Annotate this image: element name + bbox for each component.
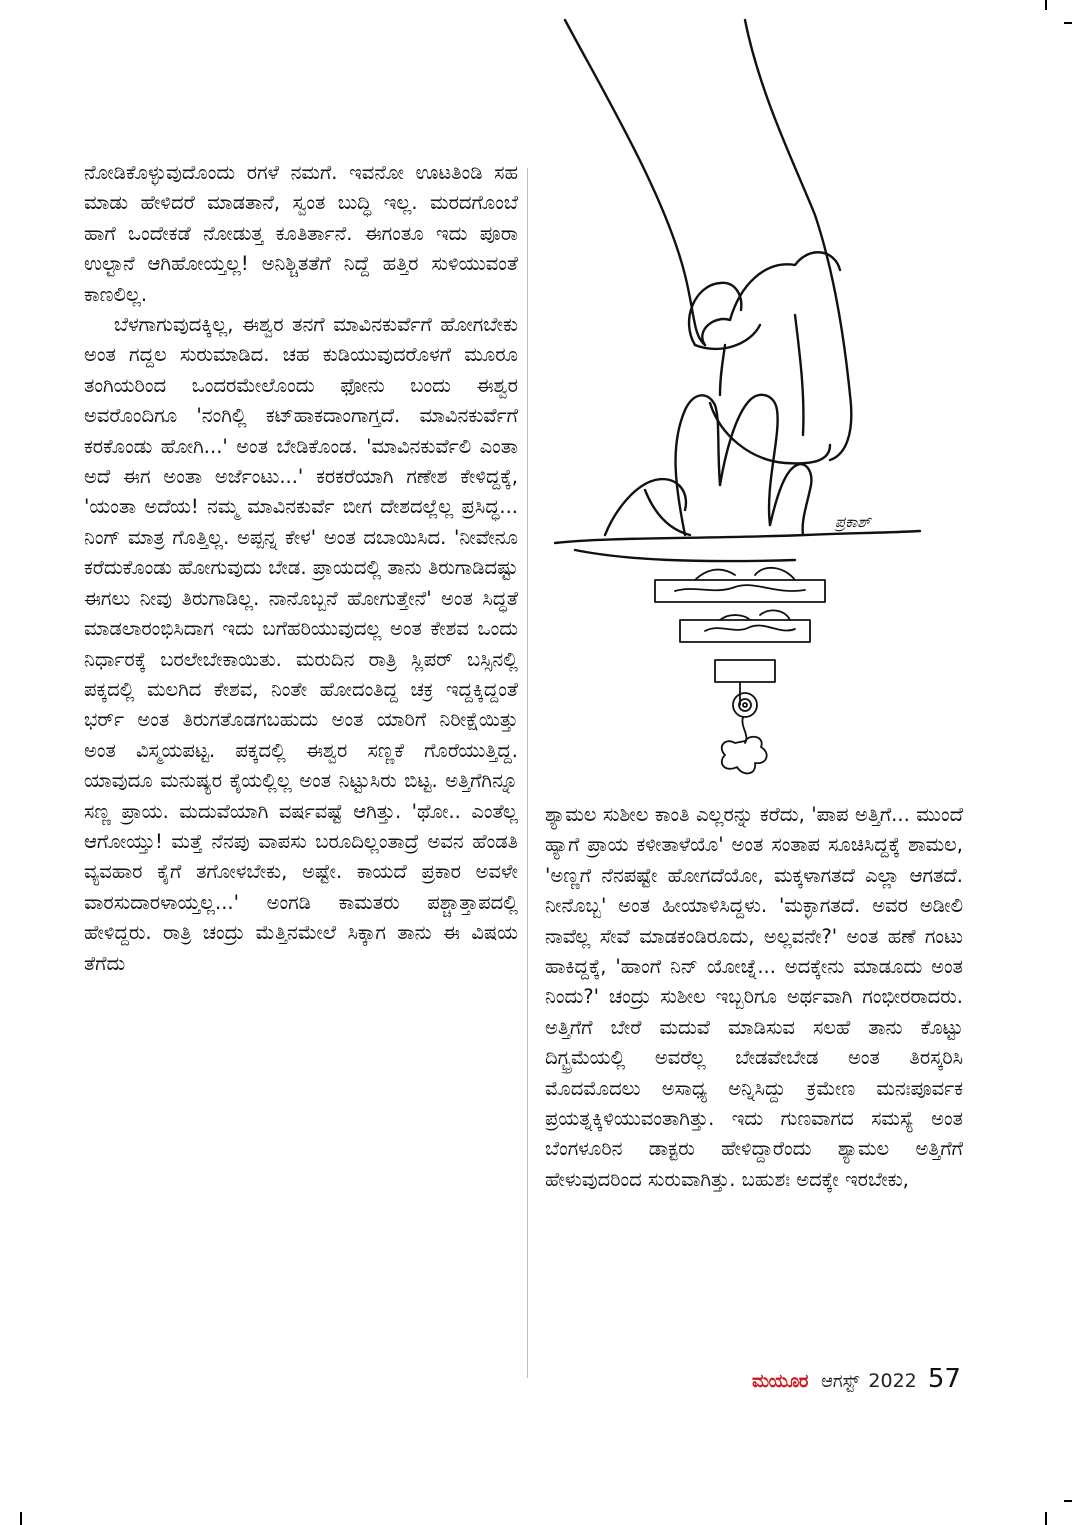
illustration-hands [545,15,965,785]
crop-mark [1045,1512,1047,1525]
page-footer [752,1364,972,1404]
crop-mark [20,1512,22,1525]
paragraph: ನೋಡಿಕೊಳ್ಳುವುದೊಂದು ರಗಳೆ ನಮಗೆ. ಇವನೋ ಊಟತಿಂಡಿ ಸಹ ಮಾಡು ಹೇಳಿದರೆ ಮಾಡತಾನೆ, ಸ್ವಂತ ಬುದ್ಧಿ ಇಲ್ಲ. ಮರದಗೊಂಬೆ ಹಾಗೆ ಒಂದೇಕಡೆ ನೋಡುತ್ತ ಕೂತಿರ್ತಾನೆ. ಈಗಂತೂ ಇದು ಪೂರಾ ಉಲ್ಟಾನೆ ಆಗಿಹೋಯ್ತಲ್ಲ! ಅನಿಶ್ಚಿತತೆಗೆ ನಿದ್ದೆ ಹತ್ತಿರ ಸುಳಿಯುವಂತೆ ಕಾಣಲಿಲ್ಲ. [84,161,518,306]
page-number: 57 [927,1364,961,1394]
lower-hand-drawing [605,395,811,535]
ground-line [555,531,920,543]
issue-month: ಆಗಸ್ಟ್ [821,1371,860,1392]
paragraph: ಶ್ಯಾಮಲ ಸುಶೀಲ ಕಾಂತಿ ಎಲ್ಲರನ್ನು ಕರೆದು, 'ಪಾಪ ಅತ್ತಿಗೆ... ಮುಂದೆ ಹ್ಯಾಗೆ ಪ್ರಾಯ ಕಳೀತಾಳೆಯೊ' ಅಂತ ಸಂತಾಪ ಸೂಚಿಸಿದ್ದಕ್ಕೆ ಶಾಮಲ, 'ಅಣ್ಣಗೆ ನೆನಪಷ್ಟೇ ಹೋಗದೆಯೋ, ಮಕ್ಕಳಾಗತದೆ ಎಲ್ಲಾ ಆಗತದೆ. ನೀನೊಬ್ಬ' ಅಂತ ಹೀಯಾಳಿಸಿದ್ದಳು. 'ಮಕ್ಳಾಗತದೆ. ಅವರ ಅಡೀಲಿ ನಾವೆಲ್ಲ ಸೇವೆ ಮಾಡಕಂಡಿರೂದು, ಅಲ್ಲವನೇ?' ಅಂತ ಹಣೆ ಗಂಟು ಹಾಕಿದ್ದಕ್ಕೆ, 'ಹಾಂಗೆ ನಿನ್ ಯೋಚ್ನೆ... ಅದಕ್ಕೇನು ಮಾಡೂದು ಅಂತ ನಿಂದು?' ಚಂದ್ರು ಸುಶೀಲ ಇಬ್ಬರಿಗೂ ಅರ್ಥವಾಗಿ ಗಂಭೀರರಾದರು. ಅತ್ತಿಗೆಗೆ ಬೇರೆ ಮದುವೆ ಮಾಡಿಸುವ ಸಲಹೆ ತಾನು ಕೊಟ್ಟು ದಿಗ್ಭ್ರಮೆಯಲ್ಲಿ ಅವರೆಲ್ಲ ಬೇಡವೇಬೇಡ ಅಂತ ತಿರಸ್ಕರಿಸಿ ಮೊದಮೊದಲು ಅಸಾಧ್ಯ ಅನ್ನಿಸಿದ್ದು ಕ್ರಮೇಣ ಮನಃಪೂರ್ವಕ ಪ್ರಯತ್ನಕ್ಕಿಳಿಯುವಂತಾಗಿತ್ತು. ಇದು ಗುಣವಾಗದ ಸಮಸ್ಯೆ ಅಂತ ಬೆಂಗಳೂರಿನ ಡಾಕ್ಟರು ಹೇಳಿದ್ದಾರೆಂದು ಶ್ಯಾಮಲ ಅತ್ತಿಗೆಗೆ ಹೇಳುವುದರಿಂದ ಸುರುವಾಗಿತ್ತು. ಬಹುಶಃ ಅದಕ್ಕೇ ಇರಬೇಕು, [545,803,963,1191]
right-text-column [545,800,963,1195]
issue-year: 2022 [868,1370,917,1392]
crop-mark [1064,1500,1072,1502]
magazine-name: ಮಯೂರ [752,1371,808,1392]
crop-mark [1045,0,1047,10]
artist-signature: ಪ್ರಕಾಶ್ [835,513,871,531]
crop-mark [1064,22,1072,24]
paragraph: ಬೆಳಗಾಗುವುದಕ್ಕಿಲ್ಲ, ಈಶ್ವರ ತನಗೆ ಮಾವಿನಕುರ್ವೆಗೆ ಹೋಗಬೇಕು ಅಂತ ಗದ್ದಲ ಸುರುಮಾಡಿದ. ಚಹ ಕುಡಿಯುವುದರೊಳಗೆ ಮೂರೂ ತಂಗಿಯರಿಂದ ಒಂದರಮೇಲೊಂದು ಫೋನು ಬಂದು ಈಶ್ವರ ಅವರೊಂದಿಗೂ 'ನಂಗಿಲ್ಲಿ ಕಟ್‌ಹಾಕದಾಂಗಾಗ್ತದೆ. ಮಾವಿನಕುರ್ವೆಗೆ ಕರಕೊಂಡು ಹೋಗಿ...' ಅಂತ ಬೇಡಿಕೊಂಡ. 'ಮಾವಿನಕುರ್ವೆಲಿ ಎಂತಾ ಅದೆ ಈಗ ಅಂತಾ ಅರ್ಜೆಂಟು...' ಕರಕರೆಯಾಗಿ ಗಣೇಶ ಕೇಳಿದ್ದಕ್ಕೆ, 'ಯಂತಾ ಅದೆಯ! ನಮ್ಮ ಮಾವಿನಕುರ್ವೆ ಬೀಗ ದೇಶದಲ್ಲೆಲ್ಲ ಪ್ರಸಿದ್ಧ... ನಿಂಗ್ ಮಾತ್ರ ಗೊತ್ತಿಲ್ಲ. ಅಪ್ಪನ್ನ ಕೇಳ' ಅಂತ ದಬಾಯಿಸಿದ. 'ನೀವೇನೂ ಕರೆದುಕೊಂಡು ಹೋಗುವುದು ಬೇಡ. ಪ್ರಾಯದಲ್ಲಿ ತಾನು ತಿರುಗಾಡಿದಷ್ಟು ಈಗಲು ನೀವು ತಿರುಗಾಡಿಲ್ಲ. ನಾನೊಬ್ಬನೆ ಹೋಗುತ್ತೇನೆ' ಅಂತ ಸಿದ್ಧತೆ ಮಾಡಲಾರಂಭಿಸಿದಾಗ ಇದು ಬಗೆಹರಿಯುವುದಲ್ಲ ಅಂತ ಕೇಶವ ಒಂದು ನಿರ್ಧಾರಕ್ಕೆ ಬರಲೇಬೇಕಾಯಿತು. ಮರುದಿನ ರಾತ್ರಿ ಸ್ಲಿಪರ್ ಬಸ್ಸಿನಲ್ಲಿ ಪಕ್ಕದಲ್ಲಿ ಮಲಗಿದ ಕೇಶವ, ನಿಂತೇ ಹೋದಂತಿದ್ದ ಚಕ್ರ ಇದ್ದಕ್ಕಿದ್ದಂತೆ ಭರ್ರ್ ಅಂತ ತಿರುಗತೊಡಗಬಹುದು ಅಂತ ಯಾರಿಗೆ ನಿರೀಕ್ಷೆಯಿತ್ತು ಅಂತ ವಿಸ್ಮಯಪಟ್ಟ. ಪಕ್ಕದಲ್ಲಿ ಈಶ್ವರ ಸಣ್ಣಕೆ ಗೊರೆಯುತ್ತಿದ್ದ. ಯಾವುದೂ ಮನುಷ್ಯರ ಕೈಯಲ್ಲಿಲ್ಲ ಅಂತ ನಿಟ್ಟುಸಿರು ಬಿಟ್ಟ. ಅತ್ತಿಗೆಗಿನ್ನೂ ಸಣ್ಣ ಪ್ರಾಯ. ಮದುವೆಯಾಗಿ ವರ್ಷವಷ್ಟೆ ಆಗಿತ್ತು. 'ಥೋ.. ಎಂತೆಲ್ಲ ಆಗೋಯ್ತು! ಮತ್ತೆ ನೆನಪು ವಾಪಸು ಬರೂದಿಲ್ಲಂತಾದ್ರೆ ಅವನ ಹೆಂಡತಿ ವ್ಯವಹಾರ ಕೈಗೆ ತಗೋಳಬೇಕು, ಅಷ್ಟೇ. ಕಾಯದೆ ಪ್ರಕಾರ ಅವಳೇ ವಾರಸುದಾರಳಾಯ್ತಲ್ಲ...' ಅಂಗಡಿ ಕಾಮತರು ಪಶ್ಚಾತ್ತಾಪದಲ್ಲಿ ಹೇಳಿದ್ದರು. ರಾತ್ರಿ ಚಂದ್ರು ಮೆತ್ತಿನಮೇಲೆ ಸಿಕ್ಕಾಗ ತಾನು ಈ ವಿಷಯ ತೆಗೆದು [84,313,518,975]
roots-drawing [655,568,825,774]
column-divider [527,168,528,1378]
left-text-column [84,158,518,979]
